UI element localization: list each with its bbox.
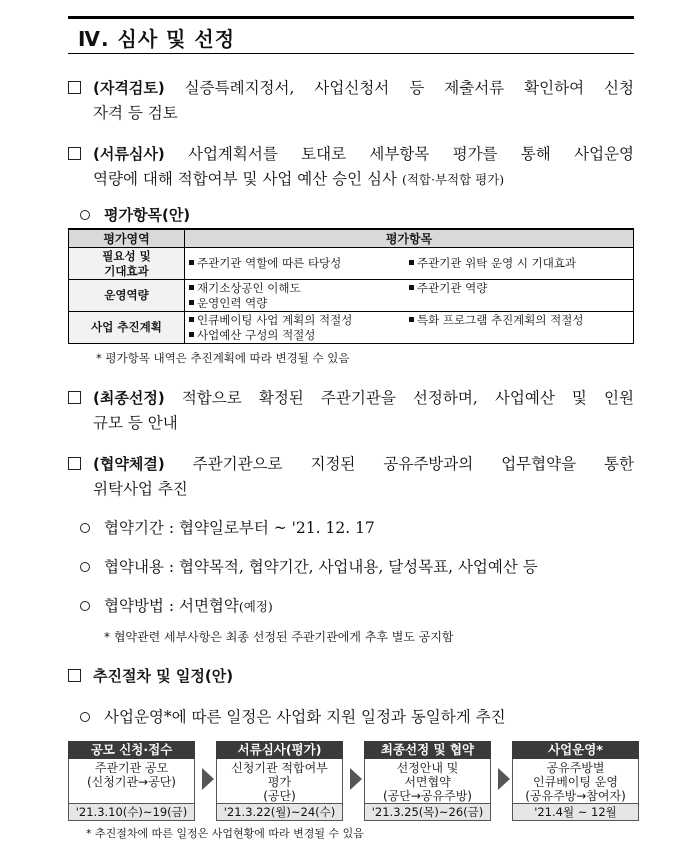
step-body-line: (신청기관→공단) <box>87 775 176 789</box>
evaluation-table <box>68 228 634 344</box>
step-title: 사업운영* <box>512 741 639 759</box>
table-header-row <box>69 229 634 248</box>
process-step-1 <box>68 741 195 821</box>
item-text: 주관기관 역할에 따른 타당성 <box>197 256 342 270</box>
square-bullet-icon <box>409 260 414 265</box>
step-body <box>364 759 491 803</box>
heading-bottom-rule <box>68 53 634 54</box>
item-text: 운영인력 역량 <box>197 295 268 310</box>
list-item <box>189 328 409 343</box>
circle-bullet-icon <box>80 601 90 611</box>
step-date: '21.3.10(수)~19(금) <box>68 803 195 821</box>
area-text: 사업 추진계획 <box>91 320 162 334</box>
table-row <box>69 280 634 312</box>
checkbox-square-icon <box>68 147 81 160</box>
circle-bullet-icon <box>80 562 90 572</box>
step-body-line: 평가 <box>267 775 292 789</box>
final-selection-paragraph <box>68 386 634 436</box>
document-review-keyword: (서류심사) <box>93 145 165 163</box>
checkbox-square-icon <box>68 391 81 404</box>
step-body <box>68 759 195 803</box>
area-cell <box>69 248 185 280</box>
item-text: 인큐베이팅 사업 계획의 적절성 <box>197 312 353 327</box>
area-text: 운영역량 <box>104 288 149 302</box>
document-review-line1: 사업계획서를 토대로 세부항목 평가를 통해 사업운영 <box>164 145 634 163</box>
square-bullet-icon <box>189 285 194 290</box>
agreement-paragraph <box>68 452 634 502</box>
section-heading <box>68 16 634 54</box>
square-bullet-icon <box>189 317 194 322</box>
schedule-description-text: 사업운영*에 따른 일정은 사업화 지원 일정과 동일하게 추진 <box>104 708 506 726</box>
area-text: 필요성 및 기대효과 <box>102 248 151 278</box>
agreement-method-note: (예정) <box>238 599 273 614</box>
step-title: 서류심사(평가) <box>216 741 343 759</box>
step-date: '21.4월 ~ 12월 <box>512 803 639 821</box>
list-item <box>409 313 629 328</box>
list-item <box>189 313 409 328</box>
schedule-title-text: 추진절차 및 일정(안) <box>93 667 234 685</box>
document-review-line2: 역량에 대해 적합여부 및 사업 예산 승인 심사 <box>93 170 402 188</box>
agreement-method <box>80 594 273 616</box>
items-cell <box>185 248 634 280</box>
item-text: 사업예산 구성의 적절성 <box>197 327 316 342</box>
item-text: 특화 프로그램 추진계획의 적절성 <box>417 312 584 327</box>
agreement-line2: 위탁사업 추진 <box>93 480 188 498</box>
step-body <box>512 759 639 803</box>
process-step-4 <box>512 741 639 821</box>
items-cell <box>185 312 634 344</box>
eval-title <box>80 204 190 225</box>
item-text: 주관기관 위탁 운영 시 기대효과 <box>417 256 577 270</box>
list-item <box>409 281 629 296</box>
area-cell <box>69 312 185 344</box>
step-title: 공모 신청·접수 <box>68 741 195 759</box>
item-text: 재기소상공인 이해도 <box>197 280 301 295</box>
square-bullet-icon <box>189 332 194 337</box>
agreement-content <box>80 555 538 577</box>
qualification-line2: 자격 등 검토 <box>93 104 178 122</box>
step-body-line: (공유주방→참여자) <box>525 789 626 803</box>
table-row <box>69 248 634 280</box>
agreement-period-text: 협약기간 : 협약일로부터 ~ '21. 12. 17 <box>104 519 375 537</box>
table-row <box>69 312 634 344</box>
heading-top-rule <box>68 16 634 19</box>
step-body-line: 공유주방별 <box>546 761 605 775</box>
eval-title-text: 평가항목(안) <box>104 206 191 224</box>
agreement-method-text: 협약방법 : 서면협약 <box>104 597 239 615</box>
step-date: '21.3.25(목)~26(금) <box>364 803 491 821</box>
step-date: '21.3.22(월)~24(수) <box>216 803 343 821</box>
step-body-line: (공단→공유주방) <box>383 789 472 803</box>
qualification-keyword: (자격검토) <box>93 79 165 97</box>
square-bullet-icon <box>189 300 194 305</box>
schedule-note: * 추진절차에 따른 일정은 사업현황에 따라 변경될 수 있음 <box>86 827 364 840</box>
step-body-line: 선정안내 및 <box>396 761 459 775</box>
schedule-title <box>68 664 233 689</box>
final-selection-line2: 규모 등 안내 <box>93 414 178 432</box>
step-body-line: 신청기관 적합여부 <box>231 761 328 775</box>
step-body-line: 서면협약 <box>404 775 451 789</box>
agreement-content-text: 협약내용 : 협약목적, 협약기간, 사업내용, 달성목표, 사업예산 등 <box>104 558 538 576</box>
page-title: Ⅳ. 심사 및 선정 <box>78 27 236 51</box>
eval-note: * 평가항목 내역은 추진계획에 따라 변경될 수 있음 <box>96 351 350 365</box>
checkbox-square-icon <box>68 669 81 682</box>
step-body-line: 주관기관 공모 <box>94 761 169 775</box>
list-item <box>409 256 629 271</box>
document-review-note: (적합·부적합 평가) <box>401 172 505 187</box>
step-body-line: (공단) <box>263 789 296 803</box>
step-body-line: 인큐베이팅 운영 <box>533 775 618 789</box>
final-selection-keyword: (최종선정) <box>93 389 165 407</box>
circle-bullet-icon <box>80 523 90 533</box>
agreement-line1: 주관기관으로 지정된 공유주방과의 업무협약을 통한 <box>164 455 634 473</box>
list-item <box>189 256 409 271</box>
step-body <box>216 759 343 803</box>
circle-bullet-icon <box>80 712 90 722</box>
circle-bullet-icon <box>80 210 90 220</box>
items-cell <box>185 280 634 312</box>
qualification-line1: 실증특례지정서, 사업신청서 등 제출서류 확인하여 신청 <box>164 79 634 97</box>
checkbox-square-icon <box>68 81 81 94</box>
qualification-paragraph <box>68 76 634 126</box>
square-bullet-icon <box>409 317 414 322</box>
agreement-keyword: (협약체결) <box>93 455 165 473</box>
square-bullet-icon <box>409 285 414 290</box>
final-selection-line1: 적합으로 확정된 주관기관을 선정하며, 사업예산 및 인원 <box>164 389 634 407</box>
agreement-note: * 협약관련 세부사항은 최종 선정된 주관기관에게 추후 별도 공지함 <box>104 630 454 644</box>
arrow-right-icon <box>498 768 510 790</box>
square-bullet-icon <box>189 260 194 265</box>
list-item <box>189 296 409 311</box>
agreement-period <box>80 516 375 538</box>
arrow-right-icon <box>202 768 214 790</box>
schedule-description <box>80 705 506 727</box>
area-cell <box>69 280 185 312</box>
step-title: 최종선정 및 협약 <box>364 741 491 759</box>
header-area: 평가영역 <box>69 229 185 248</box>
checkbox-square-icon <box>68 457 81 470</box>
item-text: 주관기관 역량 <box>417 280 488 295</box>
process-step-3 <box>364 741 491 821</box>
list-item <box>189 281 409 296</box>
process-step-2 <box>216 741 343 821</box>
document-review-paragraph <box>68 142 634 192</box>
arrow-right-icon <box>350 768 362 790</box>
header-items: 평가항목 <box>185 229 634 248</box>
